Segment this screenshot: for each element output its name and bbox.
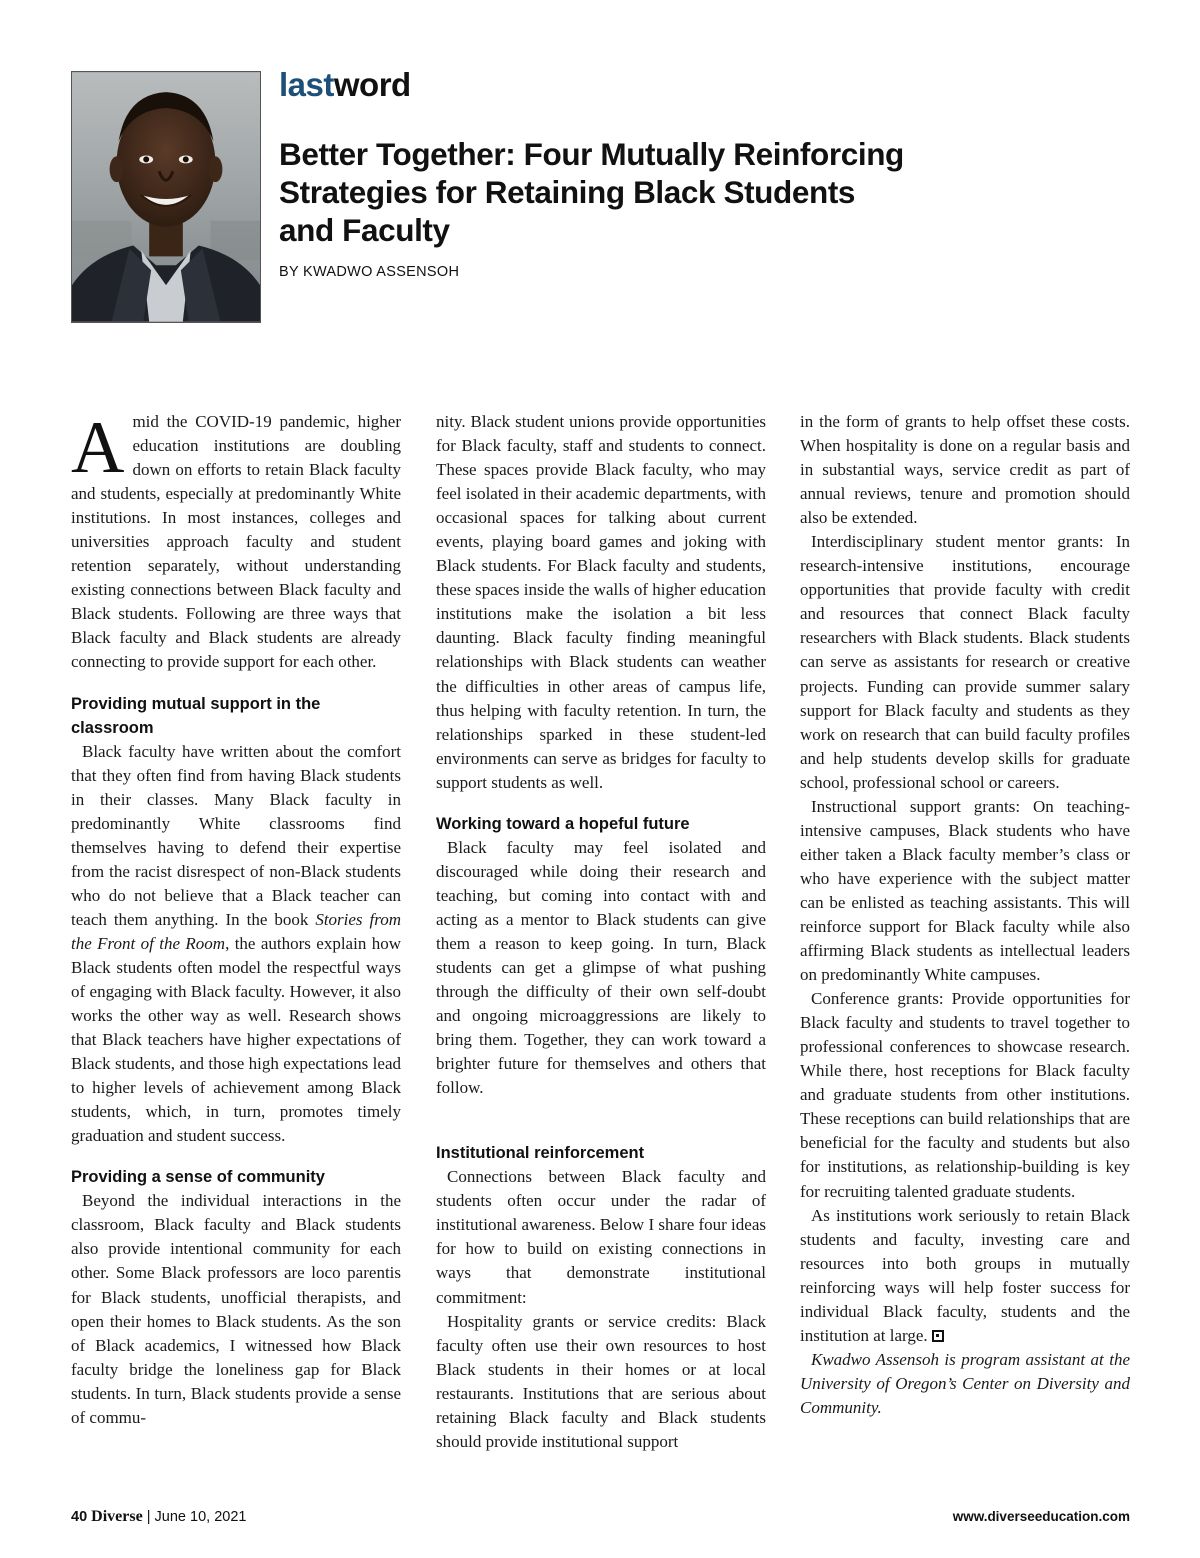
body-paragraph: Black faculty have written about the comfort that they often find from having Black students in their classes. Many Black faculty in predominantly White classrooms find themselves having to defend their expertise from the racist disrespect of non-Black students who do not believe that a Black teacher can teach them anything. In the book Stories from the Front of the Room, the authors explain how Black students often model the respectful ways of engaging with Black faculty. However, it also works the other way as well. Research shows that Black teachers have higher expectations of Black students, and those high expectations lead to higher levels of achievement among Black students, which, in turn, promotes timely graduation and student success. <box>71 741 401 1146</box>
body-paragraph: Connections between Black faculty and students often occur under the radar of institutional awareness. Below I share four ideas for how to build on existing connections in ways that demonstrate institutional commitment: <box>436 1167 766 1307</box>
body-paragraph: nity. Black student unions provide opportunities for Black faculty, staff and students to connect. These spaces provide Black faculty, who may feel isolated in their academic departments, with occasional spaces for talking about current events, playing board games and joking with Black students. For Black faculty and students, these spaces inside the walls of higher education institutions make the isolation a bit less daunting. Black faculty finding meaningful relationships with Black students can weather the difficulties in other areas of campus life, thus helping with faculty retention. In turn, the relationships sparked in these student-led environments can serve as bridges for faculty to support students as well. <box>436 412 766 792</box>
body-paragraph: Beyond the individual interactions in the classroom, Black faculty and Black students also provide intentional community for each other. Some Black professors are loco parentis for Black students, unofficial therapists, and open their homes to Black students. As the son of Black academics, I witnessed how Black faculty bridge the loneliness gap for Black students. In turn, Black students provide a sense of commu- <box>71 1191 401 1427</box>
heading-mutual-support: Providing mutual support in the classroom <box>71 694 321 737</box>
section-tag <box>279 66 411 104</box>
author-portrait-image <box>72 72 260 322</box>
body-paragraph: Instructional support grants: On teaching-intensive campuses, Black students who have either taken a Black faculty member’s class or who have experience with the subject matter can be enlisted as teaching assistants. This will reinforce support for Black faculty while also affirming Black students as intellectual leaders on predominantly White campuses. <box>800 796 1130 985</box>
article-column-1 <box>71 407 401 1430</box>
footer-separator: | <box>146 1509 151 1525</box>
title-line: Strategies for Retaining Black Students <box>279 174 856 210</box>
body-paragraph: Conference grants: Provide opportunities for Black faculty and students to travel together to professional conferences to showcase research. While there, host receptions for Black faculty and graduate students from other institutions. These receptions can build relationships that are beneficial for the faculty and students but also for institutions, as relationship-building is key for recruiting talented graduate students. <box>800 989 1130 1201</box>
body-paragraph: Interdisciplinary student mentor grants: In research-intensive institutions, encourage opportunities that provide faculty with credit and resources that connect Black faculty researchers with Black students. Black students can serve as assistants for research or creative projects. Funding can provide summer salary support for Black faculty and students as they work on research that can build faculty profiles and help students develop skills for graduate school, professional school or careers. <box>800 532 1130 792</box>
intro-paragraph: Amid the COVID-19 pandemic, higher education institutions are doubling down on efforts to retain Black faculty and students, especially at predominantly White institutions. In most instances, colleges and universities approach faculty and student retention separately, without understanding existing connections between Black faculty and Black students. Following are three ways that Black faculty and Black students are already connecting to provide support for each other. <box>71 407 401 672</box>
author-photo <box>71 71 261 323</box>
body-paragraph: Black faculty may feel isolated and discouraged while doing their research and teaching, but coming into contact with and acting as a mentor to Black students can give them a reason to keep going. In turn, Black students can get a glimpse of what pushing through the difficulty of their own self-doubt and ongoing microaggressions are likely to bring them. Together, they can work toward a brighter future for themselves and others that follow. <box>436 837 766 1098</box>
title-line: and Faculty <box>279 212 450 248</box>
body-paragraph: Hospitality grants or service credits: Black faculty often use their own resources to host Black students in their homes or at local restaurants. Institutions that are serious about retaining Black faculty and Black students should provide institutional support <box>436 1311 766 1451</box>
title-line: Better Together: Four Mutually Reinforcing <box>279 136 904 172</box>
section-tag-last: last <box>279 66 334 103</box>
page-number: 40 <box>71 1509 88 1525</box>
author-bio: Kwadwo Assensoh is program assistant at the University of Oregon’s Center on Diversity and Community. <box>800 1349 1130 1417</box>
body-paragraph: in the form of grants to help offset these costs. When hospitality is done on a regular basis and in substantial ways, service credit as part of annual reviews, tenure and promotion should also be extended. <box>800 412 1130 528</box>
article-column-2 <box>436 410 766 1454</box>
end-of-article-icon <box>932 1330 944 1342</box>
byline: BY KWADWO ASSENSOH <box>279 264 460 280</box>
issue-date: June 10, 2021 <box>154 1509 247 1525</box>
drop-cap: A <box>71 407 125 489</box>
body-paragraph: As institutions work seriously to retain Black students and faculty, investing care and resources into both groups in mutually reinforcing ways will help foster success for individual Black faculty, students and the institution at large. <box>800 1205 1130 1345</box>
section-tag-word: word <box>333 66 411 103</box>
article-title <box>279 135 979 249</box>
page-footer-left <box>71 1508 246 1526</box>
heading-community: Providing a sense of community <box>71 1168 325 1187</box>
heading-institutional: Institutional reinforcement <box>436 1144 645 1163</box>
heading-hopeful-future: Working toward a hopeful future <box>436 814 690 833</box>
book-title: Stories from the Front of the Room <box>71 909 401 953</box>
article-column-3 <box>800 410 1130 1420</box>
magazine-name: Diverse <box>91 1508 143 1525</box>
website-url: www.diverseeducation.com <box>952 1509 1130 1524</box>
